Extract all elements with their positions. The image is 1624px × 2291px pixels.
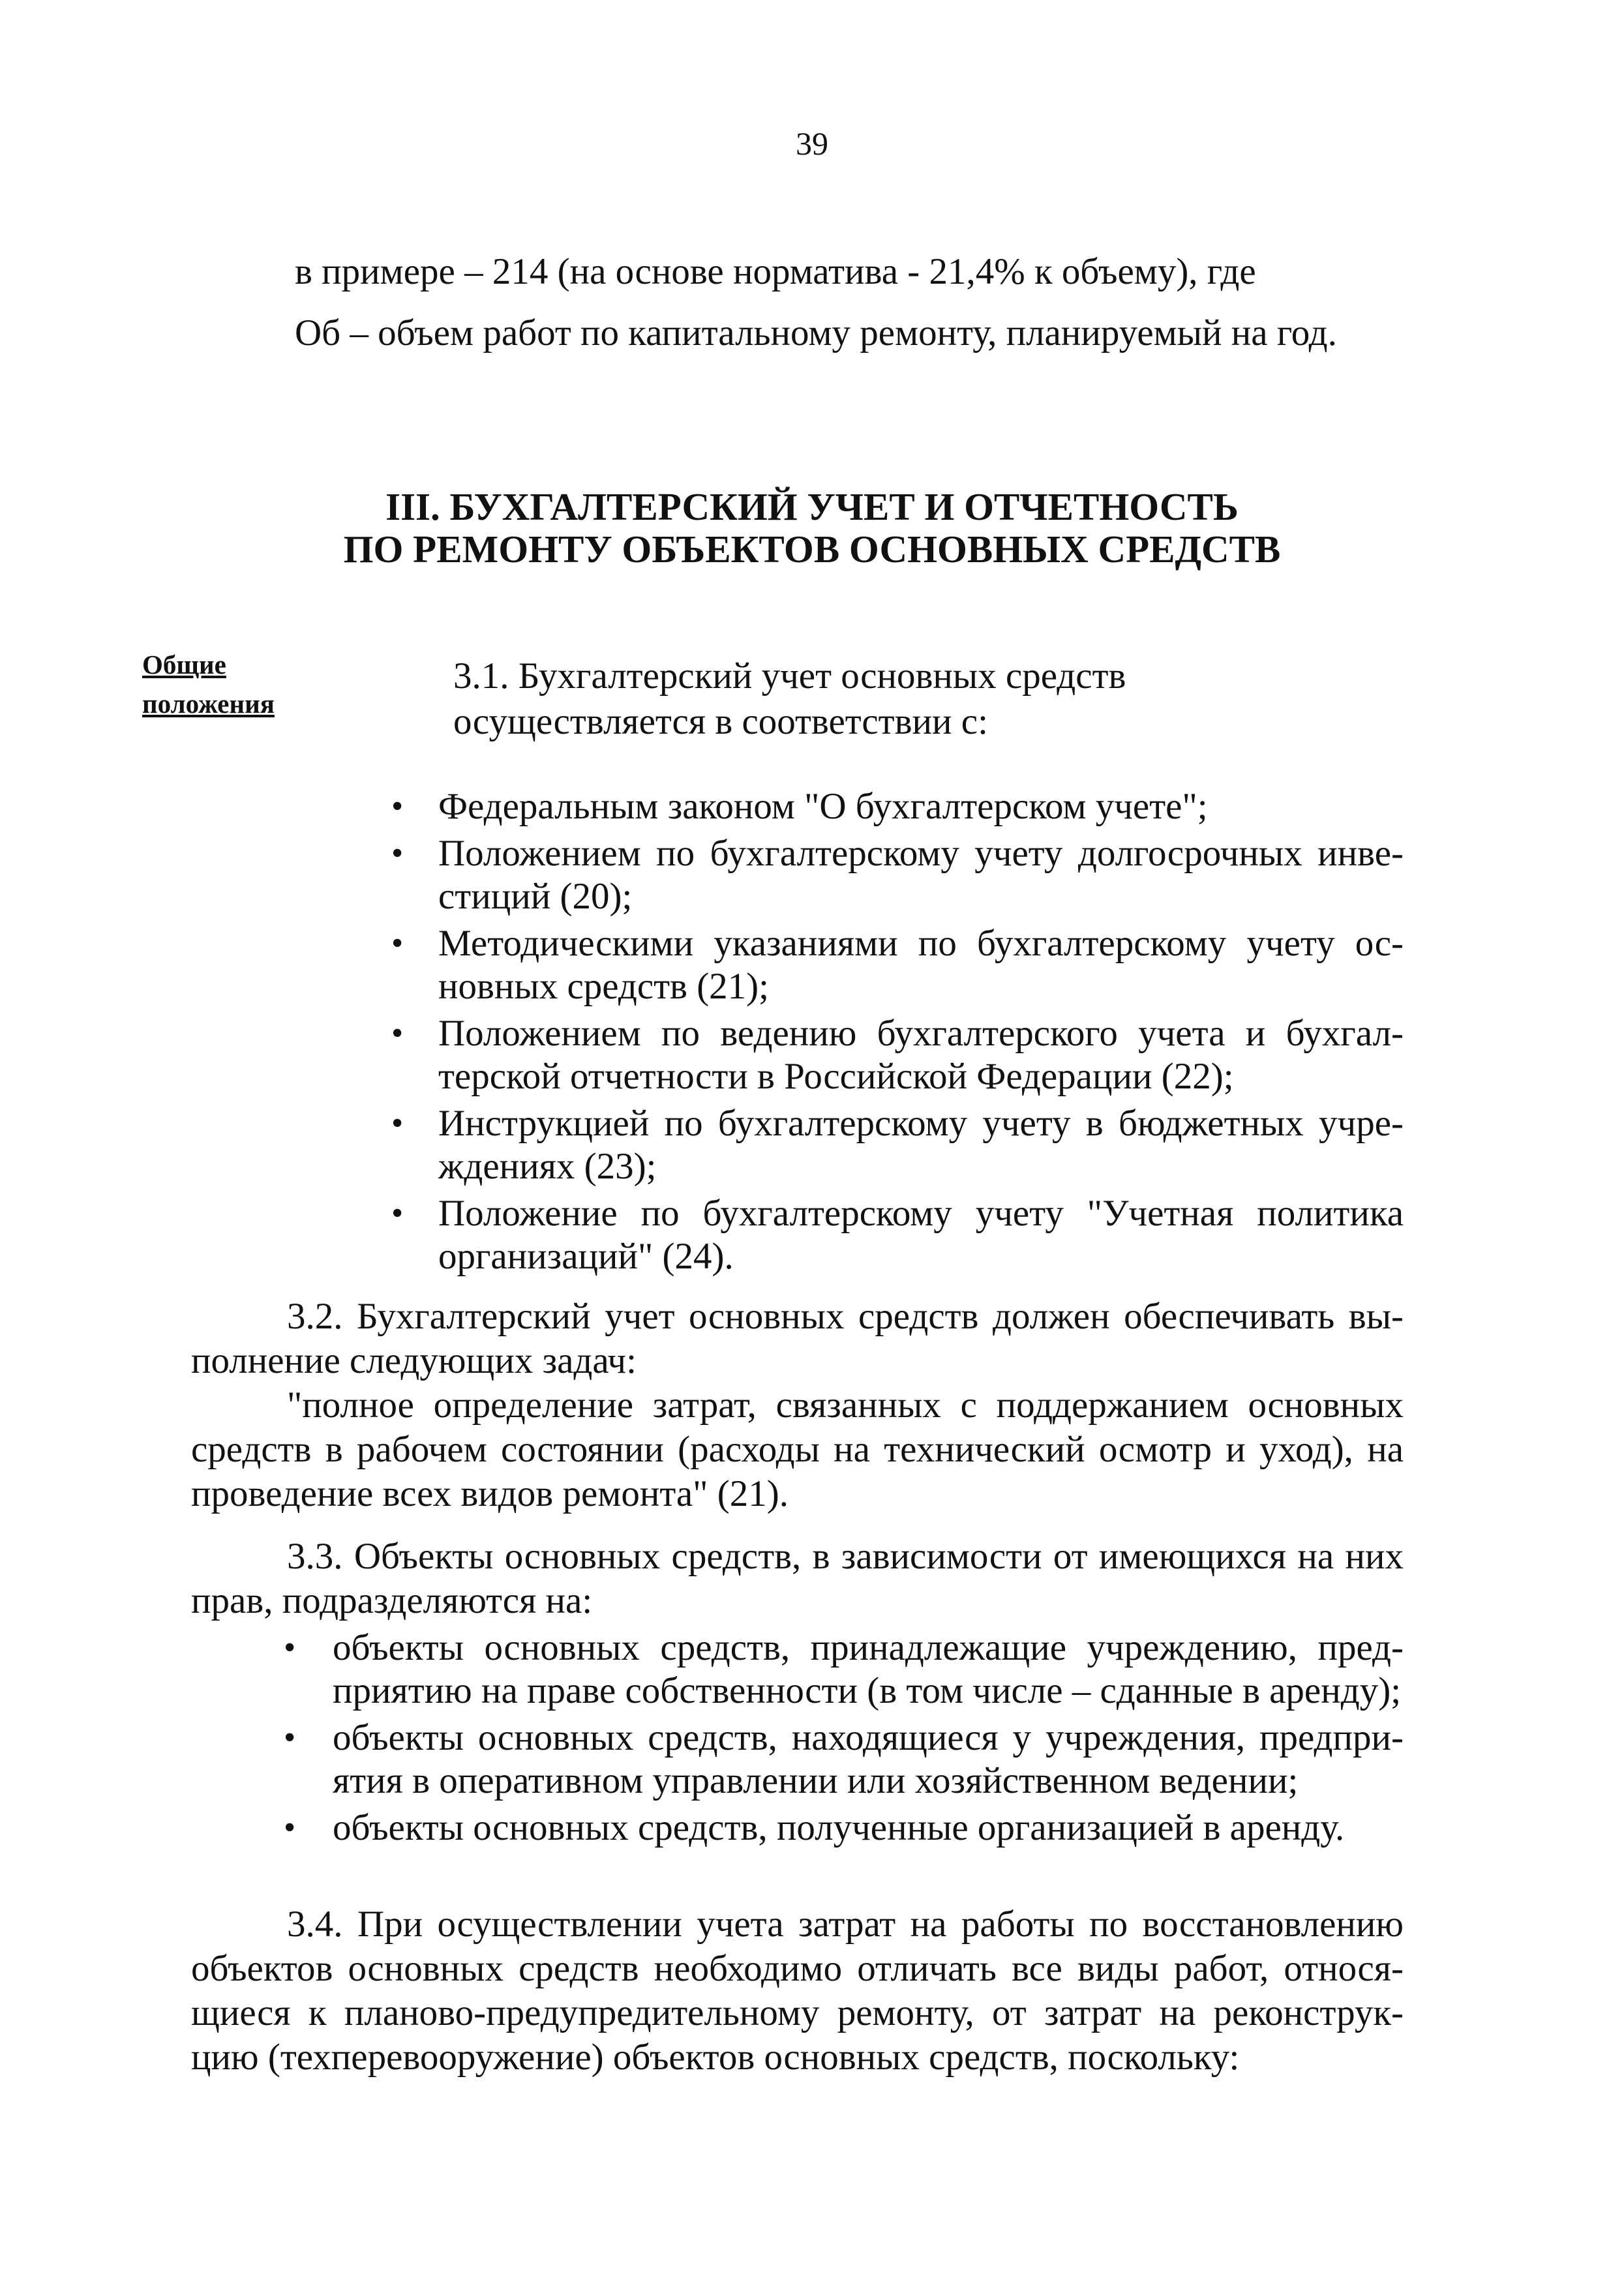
paragraph-3-3-line-1: 3.3. Объекты основных средств, в зависимости от имеющихся на них [287, 1536, 1404, 1577]
intro-line-2: Об – объем работ по капитальному ремонту, планируемый на год. [295, 312, 1337, 353]
list-item-5-line-2: ждениях (23); [438, 1146, 657, 1187]
bullet-icon: • [391, 1105, 404, 1142]
paragraph-3-3-line-2: прав, подразделяются на: [191, 1580, 593, 1621]
paragraph-3-1-line-2: осуществляется в соответствии с: [453, 701, 988, 742]
paragraph-3-4-line-1: 3.4. При осуществлении учета затрат на работы по восстановлению [287, 1904, 1404, 1945]
list-3-3-item-1-line-1: объекты основных средств, принадлежащие учреждению, пред- [333, 1627, 1404, 1668]
list-item-3-line-1: Методическими указаниями по бухгалтерскому учету ос- [438, 923, 1404, 964]
paragraph-3-4-line-3: щиеся к планово-предупредительному ремонту, от затрат на реконструк- [191, 1992, 1404, 2033]
list-3-3-item-3-line-1: объекты основных средств, полученные организацией в аренду. [333, 1807, 1345, 1848]
list-item-4-line-2: терской отчетности в Российской Федерации (22); [438, 1056, 1234, 1097]
bullet-icon: • [391, 788, 404, 825]
section-heading-line-1: III. БУХГАЛТЕРСКИЙ УЧЕТ И ОТЧЕТНОСТЬ [385, 485, 1239, 528]
bullet-icon: • [391, 1015, 404, 1052]
list-item-6-line-1: Положение по бухгалтерскому учету "Учетная политика [438, 1193, 1404, 1234]
paragraph-3-4-line-4: цию (техперевооружение) объектов основных средств, поскольку: [191, 2037, 1240, 2078]
bullet-icon: • [391, 1195, 404, 1232]
list-item-2-line-2: стиций (20); [438, 876, 633, 917]
intro-line-1: в примере – 214 (на основе норматива - 21,4% к объему), где [295, 251, 1256, 292]
list-3-3-item-2-line-2: ятия в оперативном управлении или хозяйственном ведении; [333, 1760, 1299, 1801]
paragraph-3-2-line-2: полнение следующих задач: [191, 1340, 637, 1381]
list-item-2-line-1: Положением по бухгалтерскому учету долгосрочных инве- [438, 833, 1404, 874]
list-item-1-line-1: Федеральным законом "О бухгалтерском учете"; [438, 786, 1208, 827]
bullet-icon: • [391, 835, 404, 872]
list-item-3-line-2: новных средств (21); [438, 966, 769, 1007]
page-number: 39 [796, 125, 828, 162]
list-item-6-line-2: организаций" (24). [438, 1236, 734, 1277]
bullet-icon: • [284, 1719, 296, 1756]
paragraph-3-1-line-1: 3.1. Бухгалтерский учет основных средств [453, 655, 1126, 696]
paragraph-3-4-line-2: объектов основных средств необходимо отличать все виды работ, относя- [191, 1948, 1404, 1989]
list-item-5-line-1: Инструкцией по бухгалтерскому учету в бюджетных учре- [438, 1103, 1404, 1144]
paragraph-3-2-line-1: 3.2. Бухгалтерский учет основных средств должен обеспечивать вы- [287, 1296, 1404, 1337]
list-3-3-item-2-line-1: объекты основных средств, находящиеся у учреждения, предпри- [333, 1717, 1404, 1758]
side-note-line-1: Общие [142, 650, 226, 680]
section-heading-line-2: ПО РЕМОНТУ ОБЪЕКТОВ ОСНОВНЫХ СРЕДСТВ [343, 528, 1281, 571]
list-item-4-line-1: Положением по ведению бухгалтерского учета и бухгал- [438, 1013, 1404, 1054]
list-3-3-item-1-line-2: приятию на праве собственности (в том числе – сданные в аренду); [333, 1670, 1402, 1711]
bullet-icon: • [284, 1809, 296, 1846]
quote-line-1: "полное определение затрат, связанных с поддержанием основных [287, 1385, 1404, 1426]
bullet-icon: • [391, 925, 404, 962]
bullet-icon: • [284, 1629, 296, 1666]
quote-line-2: средств в рабочем состоянии (расходы на технический осмотр и уход), на [191, 1429, 1404, 1470]
quote-line-3: проведение всех видов ремонта" (21). [191, 1473, 789, 1514]
side-note-line-2: положения [142, 689, 275, 719]
